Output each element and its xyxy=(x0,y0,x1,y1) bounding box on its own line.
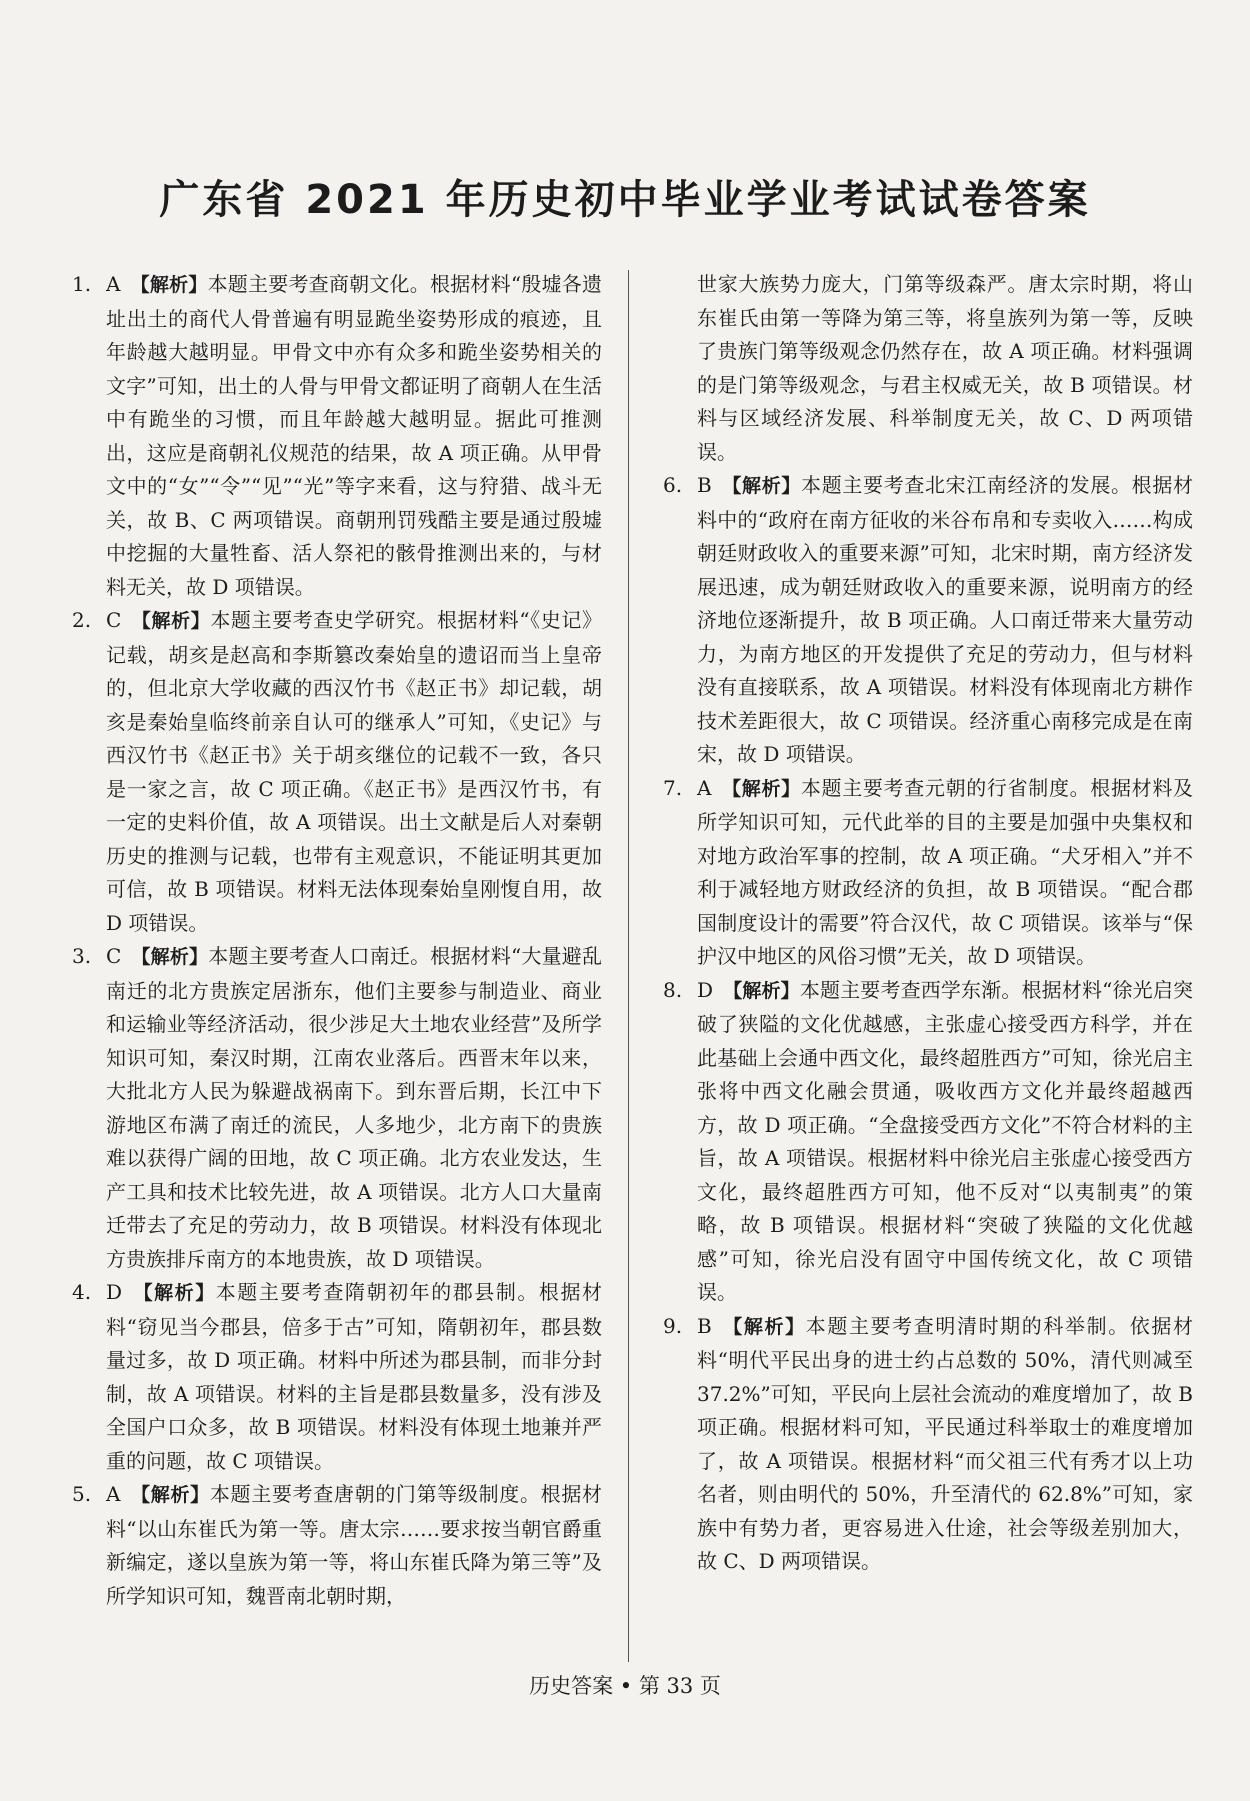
analysis-tag: 【解析】 xyxy=(721,475,802,497)
answer-letter: D xyxy=(106,1280,123,1304)
analysis-tag: 【解析】 xyxy=(721,1315,806,1338)
question-number: 4. xyxy=(72,1280,92,1304)
question-number: 6. xyxy=(663,473,683,497)
page-title: 广东省 2021 年历史初中毕业学业考试试卷答案 xyxy=(159,177,1091,223)
question-5 xyxy=(72,1478,602,1613)
analysis-tag: 【解析】 xyxy=(131,946,209,968)
explanation-text: 本题主要考查商朝文化。根据材料“殷墟各遗址出土的商代人骨普遍有明显跪坐姿势形成的痕迹，且年龄越大越明显。甲骨文中亦有众多和跪坐姿势相关的文字”可知，出土的人骨与甲骨文都证明了商朝人在生活中有跪坐的习惯，而且年龄越大越明显。据此可推测出，这应是商朝礼仪规范的结果，故 A 项正确。从甲骨文中的“女”“令”“见”“光”等字来看，这与狩猎、战斗无关，故 B、C 两项错误。商朝刑罚残酷主要是通过殷墟中挖掘的大量牲畜、活人祭祀的骸骨推测出来的，与材料无关，故 D 项错误。 xyxy=(106,272,602,599)
answer-letter: C xyxy=(106,944,122,968)
answer-letter: A xyxy=(106,1482,121,1506)
explanation-text: 本题主要考查北宋江南经济的发展。根据材料中的“政府在南方征收的米谷布帛和专卖收入……构成朝廷财政收入的重要来源”可知，北宋时期，南方经济发展迅速，成为朝廷财政收入的重要来源，说明南方的经济地位逐渐提升，故 B 项正确。人口南迁带来大量劳动力，为南方地区的开发提供了充足的劳动力，但与材料没有直接联系，故 A 项错误。材料没有体现南北方耕作技术差距很大，故 C 项错误。经济重心南移完成是在南宋，故 D 项错误。 xyxy=(697,473,1193,766)
question-6 xyxy=(663,469,1193,772)
question-number: 2. xyxy=(72,608,92,632)
question-2 xyxy=(72,604,602,940)
question-number: 1. xyxy=(72,272,92,296)
analysis-tag: 【解析】 xyxy=(130,274,208,296)
analysis-tag: 【解析】 xyxy=(130,1484,210,1506)
explanation-text: 本题主要考查元朝的行省制度。根据材料及所学知识可知，元代此举的目的主要是加强中央集权和对地方政治军事的控制，故 A 项正确。“犬牙相入”并不利于减轻地方财政经济的负担，故 B 项错误。“配合郡国制度设计的需要”符合汉代，故 C 项错误。该举与“保护汉中地区的风俗习惯”无关，故 D 项错误。 xyxy=(697,775,1193,968)
question-number: 3. xyxy=(72,944,92,968)
question-3 xyxy=(72,940,602,1276)
question-4 xyxy=(72,1276,602,1478)
explanation-text: 本题主要考查隋朝初年的郡县制。根据材料“窃见当今郡县，倍多于古”可知，隋朝初年，郡县数量过多，故 D 项正确。材料中所述为郡县制，而非分封制，故 A 项错误。材料的主旨是郡县数量多，没有涉及全国户口众多，故 B 项错误。材料没有体现土地兼并严重的问题，故 C 项错误。 xyxy=(106,1280,602,1473)
answer-letter: D xyxy=(697,977,714,1002)
answer-letter: A xyxy=(106,272,121,296)
answer-letter: B xyxy=(697,473,712,497)
analysis-tag: 【解析】 xyxy=(131,610,211,632)
explanation-text: 本题主要考查人口南迁。根据材料“大量避乱南迁的北方贵族定居浙东，他们主要参与制造业、商业和运输业等经济活动，很少涉足大土地农业经营”及所学知识可知，秦汉时期，江南农业落后。西晋末年以来，大批北方人民为躲避战祸南下。到东晋后期，长江中下游地区布满了南迁的流民，人多地少，北方南下的贵族难以获得广阔的田地，故 C 项正确。北方农业发达，生产工具和技术比较先进，故 A 项错误。北方人口大量南迁带去了充足的劳动力，故 B 项错误。材料没有体现北方贵族排斥南方的本地贵族，故 D 项错误。 xyxy=(106,944,602,1271)
question-number: 8. xyxy=(663,977,683,1002)
explanation-text: 本题主要考查唐朝的门第等级制度。根据材料“以山东崔氏为第一等。唐太宗……要求按当朝官爵重新编定，遂以皇族为第一等，将山东崔氏降为第三等”及所学知识可知，魏晋南北朝时期， xyxy=(106,1482,602,1608)
question-9 xyxy=(663,1310,1193,1579)
question-number: 5. xyxy=(72,1482,92,1506)
analysis-tag: 【解析】 xyxy=(721,777,801,800)
analysis-tag: 【解析】 xyxy=(132,1282,216,1304)
page-footer: 历史答案 • 第 33 页 xyxy=(529,1674,721,1698)
right-column xyxy=(663,268,1193,1579)
analysis-tag: 【解析】 xyxy=(723,979,800,1002)
left-column xyxy=(72,268,602,1613)
column-divider xyxy=(628,270,629,1662)
answer-letter: A xyxy=(697,775,712,800)
question-5-continued: 世家大族势力庞大，门第等级森严。唐太宗时期，将山东崔氏由第一等降为第三等，将皇族列为第一等，反映了贵族门第等级观念仍然存在，故 A 项正确。材料强调的是门第等级观念，与君主权威无关，故 B 项错误。材料与区域经济发展、科举制度无关，故 C、D 两项错误。 xyxy=(697,272,1193,464)
question-8 xyxy=(663,974,1193,1310)
question-1 xyxy=(72,268,602,604)
question-number: 7. xyxy=(663,775,683,800)
question-7 xyxy=(663,772,1193,974)
explanation-text: 本题主要考查史学研究。根据材料“《史记》记载，胡亥是赵高和李斯篡改秦始皇的遗诏而当上皇帝的，但北京大学收藏的西汉竹书《赵正书》却记载，胡亥是秦始皇临终前亲自认可的继承人”可知，《史记》与西汉竹书《赵正书》关于胡亥继位的记载不一致，各只是一家之言，故 C 项正确。《赵正书》是西汉竹书，有一定的史料价值，故 A 项错误。出土文献是后人对秦朝历史的推测与记载，也带有主观意识，不能证明其更加可信，故 B 项错误。材料无法体现秦始皇刚愎自用，故 D 项错误。 xyxy=(106,608,602,935)
explanation-text: 本题主要考查西学东渐。根据材料“徐光启突破了狭隘的文化优越感，主张虚心接受西方科学，并在此基础上会通中西文化，最终超胜西方”可知，徐光启主张将中西文化融会贯通，吸收西方文化并最终超越西方，故 D 项正确。“全盘接受西方文化”不符合材料的主旨，故 A 项错误。根据材料中徐光启主张虚心接受西方文化，最终超胜西方可知，他不反对“以夷制夷”的策略，故 B 项错误。根据材料“突破了狭隘的文化优越感”可知，徐光启没有固守中国传统文化，故 C 项错误。 xyxy=(697,977,1193,1304)
answer-letter: C xyxy=(106,608,122,632)
explanation-text: 本题主要考查明清时期的科举制。依据材料“明代平民出身的进士约占总数的 50%，清代则减至 37.2%”可知，平民向上层社会流动的难度增加了，故 B 项正确。根据材料可知，平民通过科举取士的难度增加了，故 A 项错误。根据材料“而父祖三代有秀才以上功名者，则由明代的 50%，升至清代的 62.8%”可知，家族中有势力者，更容易进入仕途，社会等级差别加大，故 C、D 两项错误。 xyxy=(697,1313,1193,1573)
answer-letter: B xyxy=(697,1313,712,1338)
question-number: 9. xyxy=(663,1313,683,1338)
